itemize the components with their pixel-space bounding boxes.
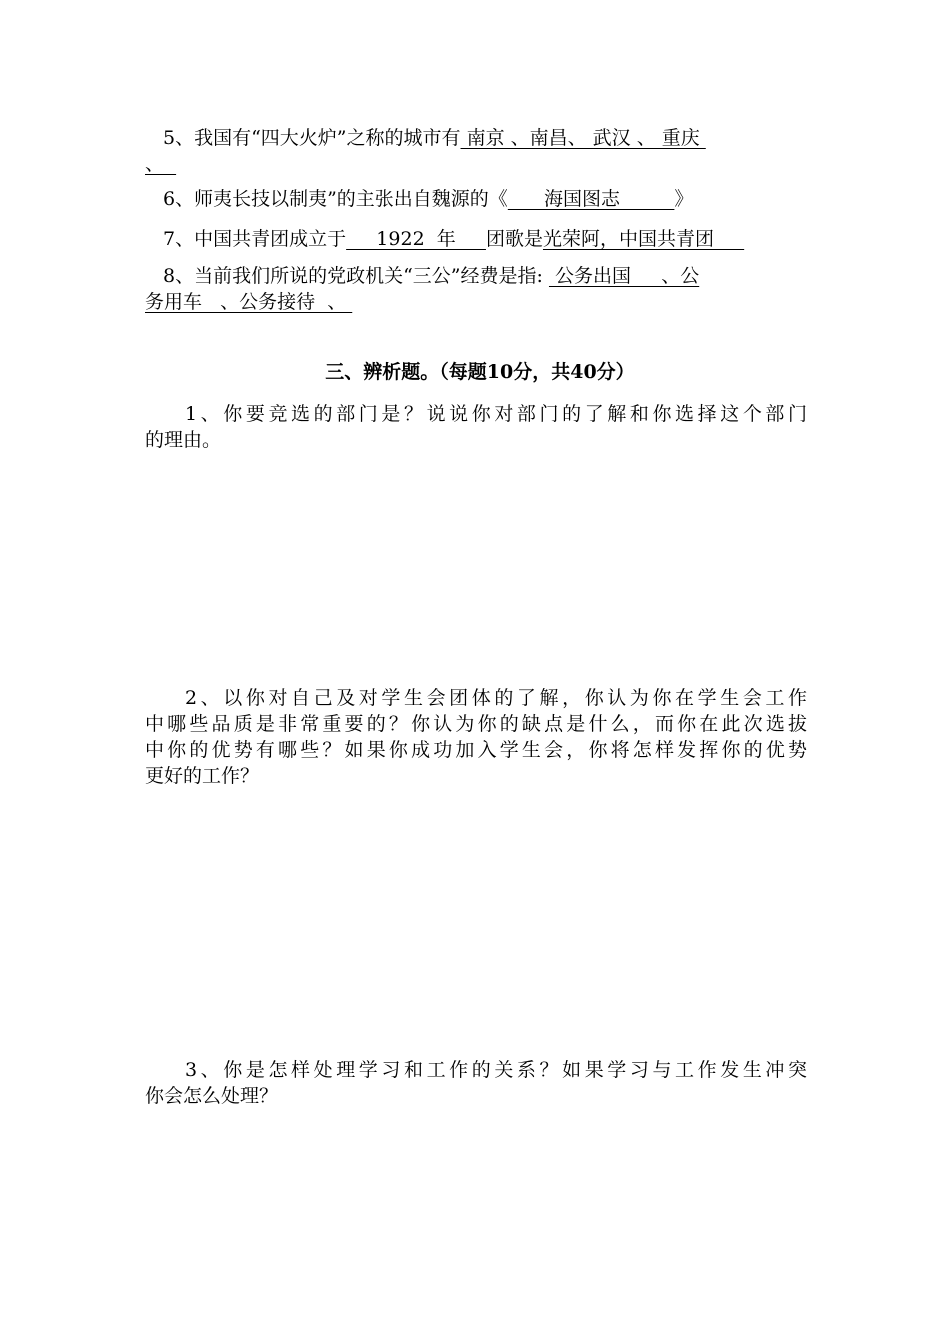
fill-in-item-6 bbox=[145, 186, 807, 212]
answer-blank: 1922 年 bbox=[346, 228, 486, 250]
question-2-line-4: 更好的工作？ bbox=[145, 765, 260, 787]
question-1-line-2: 的理由。 bbox=[145, 429, 222, 451]
section-heading: 三、辨析题。（每题10分，共40分） bbox=[325, 361, 635, 383]
question-2-line-2: 中哪些品质是非常重要的？你认为你的缺点是什么，而你在此次选拔 bbox=[145, 713, 807, 735]
question-3-line-1: 3、你是怎样处理学习和工作的关系？如果学习与工作发生冲突 bbox=[185, 1059, 807, 1081]
fill-in-item-8-continuation bbox=[145, 289, 807, 315]
fill-in-item-5-continuation bbox=[145, 151, 807, 177]
item-prompt-middle: 团歌是 bbox=[485, 228, 543, 250]
item-prompt: 、当前我们所说的党政机关“三公”经费是指: bbox=[175, 265, 549, 287]
item-number: 6 bbox=[163, 188, 176, 210]
item-prompt: 、中国共青团成立于 bbox=[175, 228, 347, 250]
answer-blank: 海国图志 bbox=[507, 188, 675, 210]
item-prompt: 、师夷长技以制夷”的主张出自魏源的《 bbox=[175, 188, 508, 210]
question-2-line-3: 中你的优势有哪些？如果你成功加入学生会，你将怎样发挥你的优势 bbox=[145, 739, 807, 761]
answer-blank-continued: 、 bbox=[145, 153, 177, 175]
fill-in-item-5 bbox=[145, 125, 807, 151]
answer-blank: 南京 、南昌、 武汉 、 重庆 bbox=[460, 127, 706, 149]
item-number: 5 bbox=[163, 127, 176, 149]
question-1-line-1: 1、你要竞选的部门是？说说你对部门的了解和你选择这个部门 bbox=[185, 403, 807, 425]
item-suffix: 》 bbox=[674, 188, 694, 210]
item-number: 7 bbox=[163, 228, 176, 250]
answer-blank-2: 光荣阿，中国共青团 bbox=[542, 228, 745, 250]
question-3-line-2: 你会怎么处理？ bbox=[145, 1085, 279, 1107]
fill-in-item-7 bbox=[145, 226, 807, 252]
item-number: 8 bbox=[163, 265, 176, 287]
item-prompt: 、我国有“四大火炉”之称的城市有 bbox=[175, 127, 461, 149]
answer-blank: 公务出国 、公 bbox=[548, 265, 700, 287]
fill-in-item-8 bbox=[145, 263, 807, 289]
answer-blank-continued: 务用车 、公务接待 、 bbox=[145, 291, 353, 313]
question-2-line-1: 2、以你对自己及对学生会团体的了解，你认为你在学生会工作 bbox=[185, 687, 807, 709]
